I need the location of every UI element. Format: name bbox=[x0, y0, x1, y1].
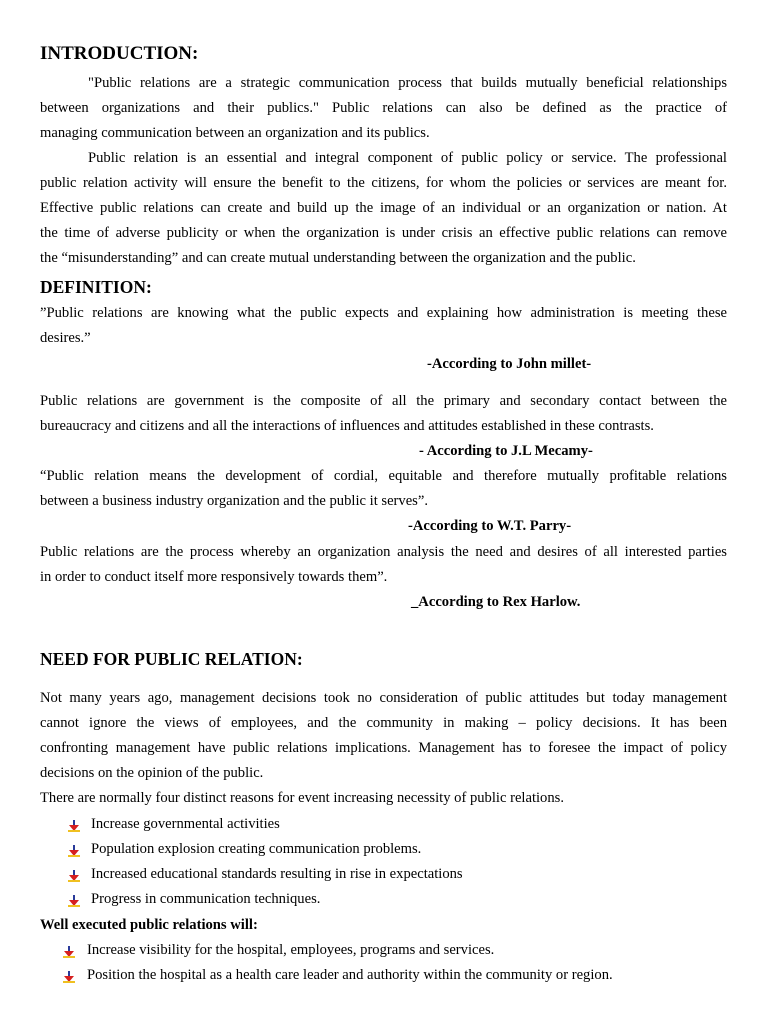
well-item: Increase visibility for the hospital, employees, programs and services. bbox=[87, 942, 495, 958]
definition-2-line2: bureaucracy and citizens and all the interactions of influences and attitudes established in these contrasts. bbox=[40, 418, 654, 434]
definition-2-source: - According to J.L Mecamy- bbox=[419, 443, 593, 459]
definition-4-source: _According to Rex Harlow. bbox=[411, 594, 581, 610]
need-p-line3: confronting management have public relations implications. Management has to foresee the impact of policy bbox=[40, 740, 727, 756]
definition-4-line1: Public relations are the process whereby an organization analysis the need and desires of all interested parties bbox=[40, 544, 727, 560]
definition-2-line1: Public relations are government is the composite of all the primary and secondary contact between the bbox=[40, 393, 727, 409]
reason-item: Increased educational standards resulting in rise in expectations bbox=[91, 866, 463, 882]
intro-p2-line1: Public relation is an essential and integral component of public policy or service. The professional bbox=[88, 150, 727, 166]
arrow-down-bullet-icon bbox=[68, 845, 80, 857]
well-executed-heading: Well executed public relations will: bbox=[40, 917, 258, 933]
intro-p2-line5: the “misunderstanding” and can create mutual understanding between the organization and the public. bbox=[40, 250, 636, 266]
intro-p1-line2: between organizations and their publics." Public relations can also be defined as the practice of bbox=[40, 100, 727, 116]
definition-4-line2: in order to conduct itself more responsively towards them”. bbox=[40, 569, 388, 585]
arrow-down-bullet-icon bbox=[68, 870, 80, 882]
reason-item: Progress in communication techniques. bbox=[91, 891, 321, 907]
arrow-down-bullet-icon bbox=[63, 946, 75, 958]
definition-heading: DEFINITION: bbox=[40, 277, 152, 297]
definition-3-line1: “Public relation means the development of cordial, equitable and therefore mutually profitable relations bbox=[40, 468, 727, 484]
definition-1-line2: desires.” bbox=[40, 330, 91, 346]
definition-1-source: -According to John millet- bbox=[427, 356, 592, 372]
definition-3-source: -According to W.T. Parry- bbox=[408, 518, 572, 534]
need-p-line2: cannot ignore the views of employees, and the community in making – policy decisions. It has been bbox=[40, 715, 727, 731]
reason-item: Population explosion creating communication problems. bbox=[91, 841, 422, 857]
well-item: Position the hospital as a health care leader and authority within the community or region. bbox=[87, 967, 613, 983]
need-p-line1: Not many years ago, management decisions took no consideration of public attitudes but today management bbox=[40, 690, 727, 706]
intro-p1-line1: "Public relations are a strategic communication process that builds mutually beneficial relationships bbox=[88, 75, 727, 91]
reason-item: Increase governmental activities bbox=[91, 816, 280, 832]
need-p-line4: decisions on the opinion of the public. bbox=[40, 765, 264, 781]
need-heading: NEED FOR PUBLIC RELATION: bbox=[40, 649, 303, 669]
introduction-heading: INTRODUCTION: bbox=[40, 43, 199, 64]
intro-p2-line4: the time of adverse publicity or when the organization is under crisis an effective public relations can remove bbox=[40, 225, 727, 241]
definition-1-line1: ”Public relations are knowing what the public expects and explaining how administration is meeting these bbox=[40, 305, 727, 321]
arrow-down-bullet-icon bbox=[68, 895, 80, 907]
need-reasons-intro: There are normally four distinct reasons for event increasing necessity of public relations. bbox=[40, 790, 564, 806]
intro-p1-line3: managing communication between an organization and its publics. bbox=[40, 125, 430, 141]
intro-p2-line3: Effective public relations can create and build up the image of an individual or an organization or nation. At bbox=[40, 200, 727, 216]
intro-p2-line2: public relation activity will ensure the benefit to the citizens, for whom the policies or services are meant for. bbox=[40, 175, 727, 191]
definition-3-line2: between a business industry organization and the public it serves”. bbox=[40, 493, 428, 509]
arrow-down-bullet-icon bbox=[63, 971, 75, 983]
arrow-down-bullet-icon bbox=[68, 820, 80, 832]
